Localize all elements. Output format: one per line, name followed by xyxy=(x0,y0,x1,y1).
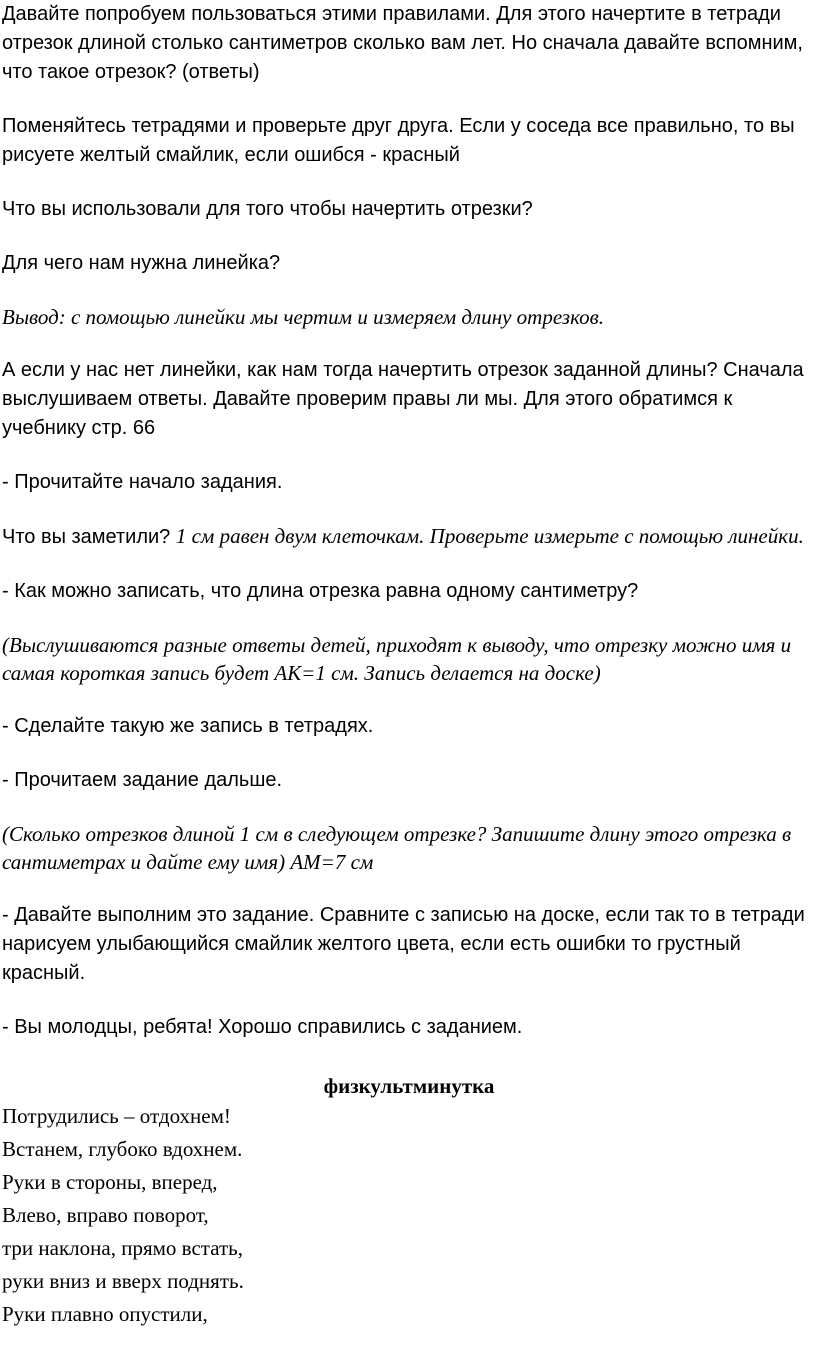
poem-line: Руки в стороны, вперед, xyxy=(2,1170,218,1194)
poem xyxy=(2,1100,816,1331)
paragraph-answers-note: (Выслушиваются разные ответы детей, приходят к выводу, что отрезку можно имя и самая короткая запись будет АК=1 см. Запись делается на доске) xyxy=(2,633,792,685)
poem-line: Встанем, глубоко вдохнем. xyxy=(2,1137,243,1161)
paragraph-segments-task: (Сколько отрезков длиной 1 см в следующем отрезке? Запишите длину этого отрезка в сантиметрах и дайте ему имя) АМ=7 см xyxy=(2,822,792,874)
paragraph-write-notebooks: - Сделайте такую же запись в тетрадях. xyxy=(2,715,374,737)
paragraph-noticed xyxy=(2,522,816,552)
paragraph-do-task: - Давайте выполним это задание. Сравните с записью на доске, если так то в тетради нарисуем улыбающийся смайлик желтого цвета, если есть ошибки то грустный красный. xyxy=(2,904,805,984)
paragraph-praise: - Вы молодцы, ребята! Хорошо справились с заданием. xyxy=(2,1016,523,1038)
poem-line: Руки плавно опустили, xyxy=(2,1302,208,1326)
paragraph-conclusion: Вывод: с помощью линейки мы чертим и измеряем длину отрезков. xyxy=(2,305,604,329)
paragraph-intro: Давайте попробуем пользоваться этими правилами. Для этого начертите в тетради отрезок длиной столько сантиметров сколько вам лет. Но сначала давайте вспомним, что такое отрезок? (ответы) xyxy=(2,3,803,83)
paragraph-read-further: - Прочитаем задание дальше. xyxy=(2,769,283,791)
paragraph-question-tools: Что вы использовали для того чтобы начертить отрезки? xyxy=(2,198,533,220)
section-heading: физкультминутка xyxy=(323,1074,495,1098)
paragraph-noticed-question: Что вы заметили? xyxy=(2,526,176,548)
poem-line: Потрудились – отдохнем! xyxy=(2,1104,231,1128)
paragraph-read-task: - Прочитайте начало задания. xyxy=(2,471,283,493)
paragraph-no-ruler: А если у нас нет линейки, как нам тогда начертить отрезок заданной длины? Сначала выслушиваем ответы. Давайте проверим правы ли мы. Для этого обратимся к учебнику стр. 66 xyxy=(2,359,804,439)
paragraph-how-to-write: - Как можно записать, что длина отрезка равна одному сантиметру? xyxy=(2,580,639,602)
paragraph-swap-notebooks: Поменяйтесь тетрадями и проверьте друг друга. Если у соседа все правильно, то вы рисуете желтый смайлик, если ошибся - красный xyxy=(2,115,795,166)
poem-line: Влево, вправо поворот, xyxy=(2,1203,209,1227)
paragraph-question-ruler: Для чего нам нужна линейка? xyxy=(2,252,281,274)
poem-line: руки вниз и вверх поднять. xyxy=(2,1269,244,1293)
poem-line: три наклона, прямо встать, xyxy=(2,1236,243,1260)
paragraph-noticed-answer: 1 см равен двум клеточкам. Проверьте измерьте с помощью линейки. xyxy=(175,524,804,548)
